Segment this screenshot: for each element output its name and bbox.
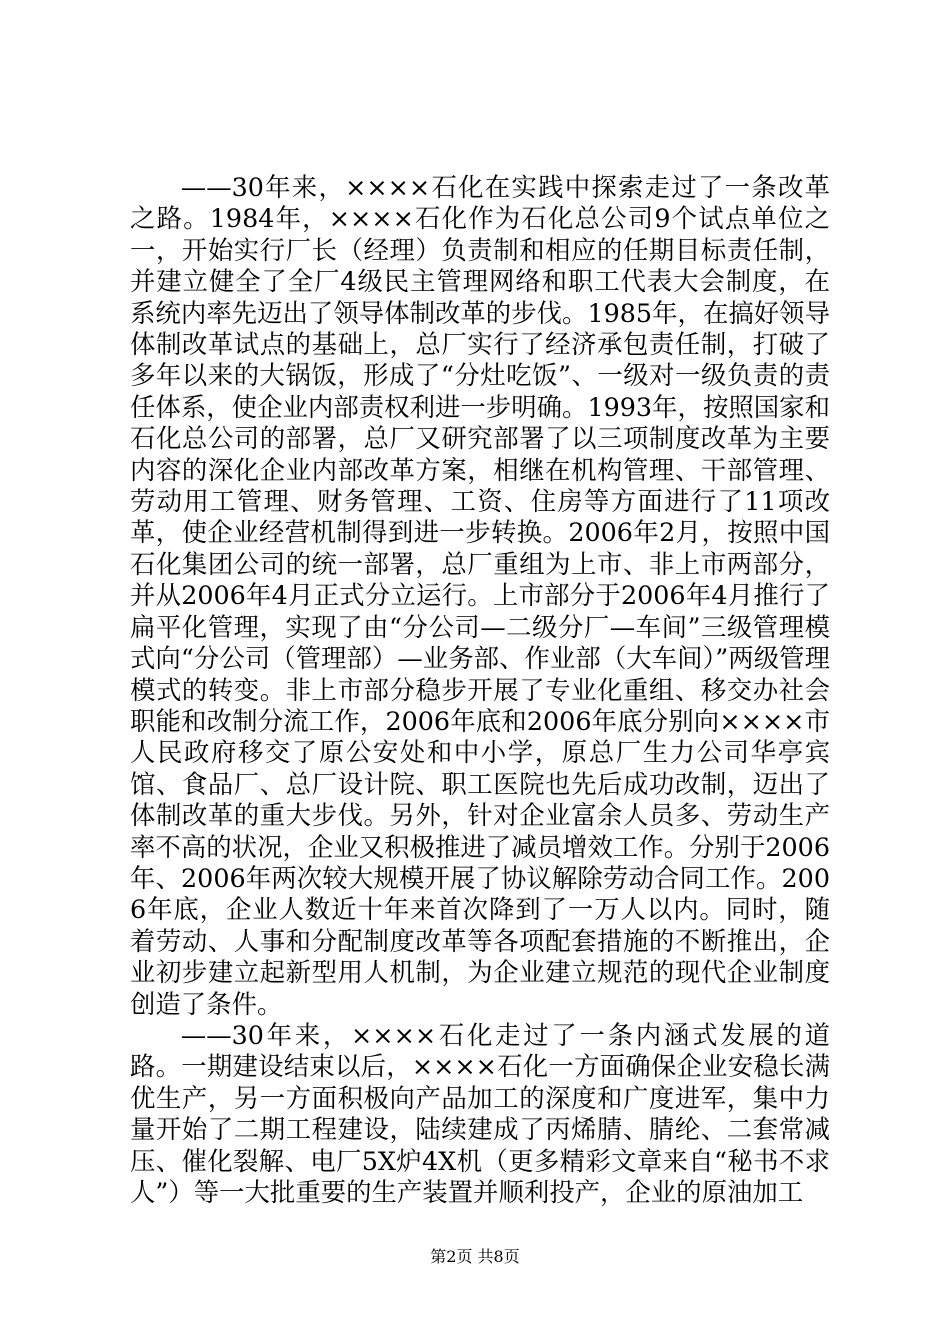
paragraph-development: ——30年来，××××石化走过了一条内涵式发展的道路。一期建设结束以后，××××石化一方面确保企业安稳长满优生产，另一方面积极向产品加工的深度和广度进军，集中力量开始了二期工程建设，陆续建成了丙烯腈、腈纶、二套常减压、催化裂解、电厂5X炉4X机（更多精彩文章来自“秘书不求人”）等一大批重要的生产装置并顺利投产，企业的原油加工 <box>130 1019 830 1207</box>
body-text <box>130 172 830 1208</box>
paragraph-reform: ——30年来，××××石化在实践中探索走过了一条改革之路。1984年，××××石化作为石化总公司9个试点单位之一，开始实行厂长（经理）负责制和相应的任期目标责任制，并建立健全了全厂4级民主管理网络和职工代表大会制度，在系统内率先迈出了领导体制改革的步伐。1985年，在搞好领导体制改革试点的基础上，总厂实行了经济承包责任制，打破了多年以来的大锅饭，形成了“分灶吃饭”、一级对一级负责的责任体系，使企业内部责权利进一步明确。1993年，按照国家和石化总公司的部署，总厂又研究部署了以三项制度改革为主要内容的深化企业内部改革方案，相继在机构管理、干部管理、劳动用工管理、财务管理、工资、住房等方面进行了11项改革，使企业经营机制得到进一步转换。2006年2月，按照中国石化集团公司的统一部署，总厂重组为上市、非上市两部分，并从2006年4月正式分立运行。上市部分于2006年4月推行了扁平化管理，实现了由“分公司—二级分厂—车间”三级管理模式向“分公司（管理部）—业务部、作业部（大车间）”两级管理模式的转变。非上市部分稳步开展了专业化重组、移交办社会职能和改制分流工作，2006年底和2006年底分别向××××市人民政府移交了原公安处和中小学，原总厂生力公司华亭宾馆、食品厂、总厂设计院、职工医院也先后成功改制，迈出了体制改革的重大步伐。另外，针对企业富余人员多、劳动生产率不高的状况，企业又积极推进了减员增效工作。分别于2006年、2006年两次较大规模开展了协议解除劳动合同工作。2006年底，企业人数近十年来首次降到了一万人以内。同时，随着劳动、人事和分配制度改革等各项配套措施的不断推出，企业初步建立起新型用人机制，为企业建立规范的现代企业制度创造了条件。 <box>130 172 830 1019</box>
page-number-footer: 第2页 共8页 <box>430 1247 520 1266</box>
